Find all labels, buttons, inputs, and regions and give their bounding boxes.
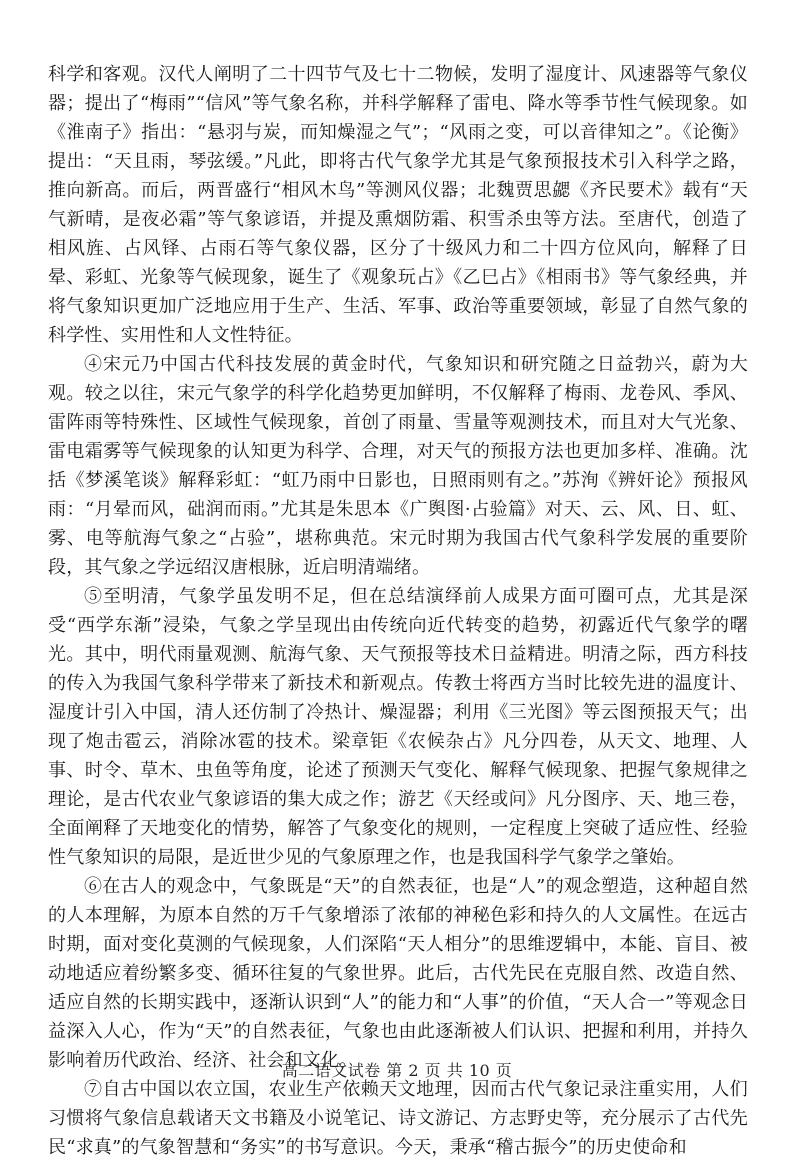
page-footer: 高二语文试卷 第 2 页 共 10 页 bbox=[281, 1061, 513, 1080]
paragraph-6: ⑥在古人的观念中，气象既是“天”的自然表征，也是“人”的观念塑造，这种超自然的人本理解，为原本自然的万千气象增添了浓郁的神秘色彩和持久的人文属性。在远古时期，面对变化莫测的气候现象，人们深陷“天人相分”的思维逻辑中，本能、盲目、被动地适应着纷繁多变、循环往复的气象世界。此后，古代先民在克服自然、改造自然、适应自然的长期实践中，逐渐认识到“人”的能力和“人事”的价值，“天人合一”等观念日益深入人心，作为“天”的自然表征，气象也由此逐渐被人们认识、把握和利用，并持久影响着历代政治、经济、社会和文化。 bbox=[48, 876, 748, 1071]
paragraph-4: ④宋元乃中国古代科技发展的黄金时代，气象知识和研究随之日益勃兴，蔚为大观。较之以往，宋元气象学的科学化趋势更加鲜明，不仅解释了梅雨、龙卷风、季风、雷阵雨等特殊性、区域性气候现象，首创了雨量、雪量等观测技术，而且对大气光象、雷电霜雾等气候现象的认知更为科学、合理，对天气的预报方法也更加多样、准确。沈括《梦溪笔谈》解释彩虹：“虹乃雨中日影也，日照雨则有之。”苏洵《辨奸论》预报风雨：“月晕而风，础润而雨。”尤其是朱思本《广舆图·占验篇》对天、云、风、日、虹、雾、电等航海气象之“占验”，堪称典范。宋元时期为我国古代气象科学发展的重要阶段，其气象之学远绍汉唐根脉，近启明清端绪。 bbox=[48, 354, 748, 578]
paragraph-5: ⑤至明清，气象学虽发明不足，但在总结演绎前人成果方面可圈可点，尤其是深受“西学东渐”浸染，气象之学呈现出由传统向近代转变的趋势，初露近代气象学的曙光。其中，明代雨量观测、航海气象、天气预报等技术日益精进。明清之际，西方科技的传入为我国气象科学带来了新技术和新观点。传教士将西方当时比较先进的温度计、湿度计引入中国，清人还仿制了冷热计、燥湿器；利用《三光图》等云图预报天气；出现了炮击雹云，消除冰雹的技术。梁章钜《农候杂占》凡分四卷，从天文、地理、人事、时令、草木、虫鱼等角度，论述了预测天气变化、解释气候现象、把握气象规律之理论，是古代农业气象谚语的集大成之作；游艺《天经或问》凡分图序、天、地三卷，全面阐释了天地变化的情势，解答了气象变化的规则，一定程度上突破了适应性、经验性气象知识的局限，是近世少见的气象原理之作，也是我国科学气象学之肇始。 bbox=[48, 586, 748, 868]
paragraph-continued: 科学和客观。汉代人阐明了二十四节气及七十二物候，发明了湿度计、风速器等气象仪器；提出了“梅雨”“信风”等气象名称，并科学解释了雷电、降水等季节性气候现象。如《淮南子》指出：“悬羽与炭，而知燥湿之气”；“风雨之变，可以音律知之”。《论衡》提出：“天且雨，琴弦缓。”凡此，即将古代气象学尤其是气象预报技术引入科学之路，推向新高。而后，两晋盛行“相风木鸟”等测风仪器；北魏贾思勰《齐民要术》载有“天气新晴，是夜必霜”等气象谚语，并提及熏烟防霜、积雪杀虫等方法。至唐代，创造了相风旌、占风铎、占雨石等气象仪器，区分了十级风力和二十四方位风向，解释了日晕、彩虹、光象等气候现象，诞生了《观象玩占》《乙巳占》《相雨书》等气象经典，并将气象知识更加广泛地应用于生产、生活、军事、政治等重要领域，彰显了自然气象的科学性、实用性和人文性特征。 bbox=[48, 64, 748, 346]
paragraph-7: ⑦自古中国以农立国，农业生产依赖天文地理，因而古代气象记录注重实用，人们习惯将气象信息载诸天文书籍及小说笔记、诗文游记、方志野史等，充分展示了古代先民“求真”的气象智慧和“务实”的书写意识。今天，秉承“稽古振今”的历史使命和 bbox=[48, 1079, 748, 1158]
